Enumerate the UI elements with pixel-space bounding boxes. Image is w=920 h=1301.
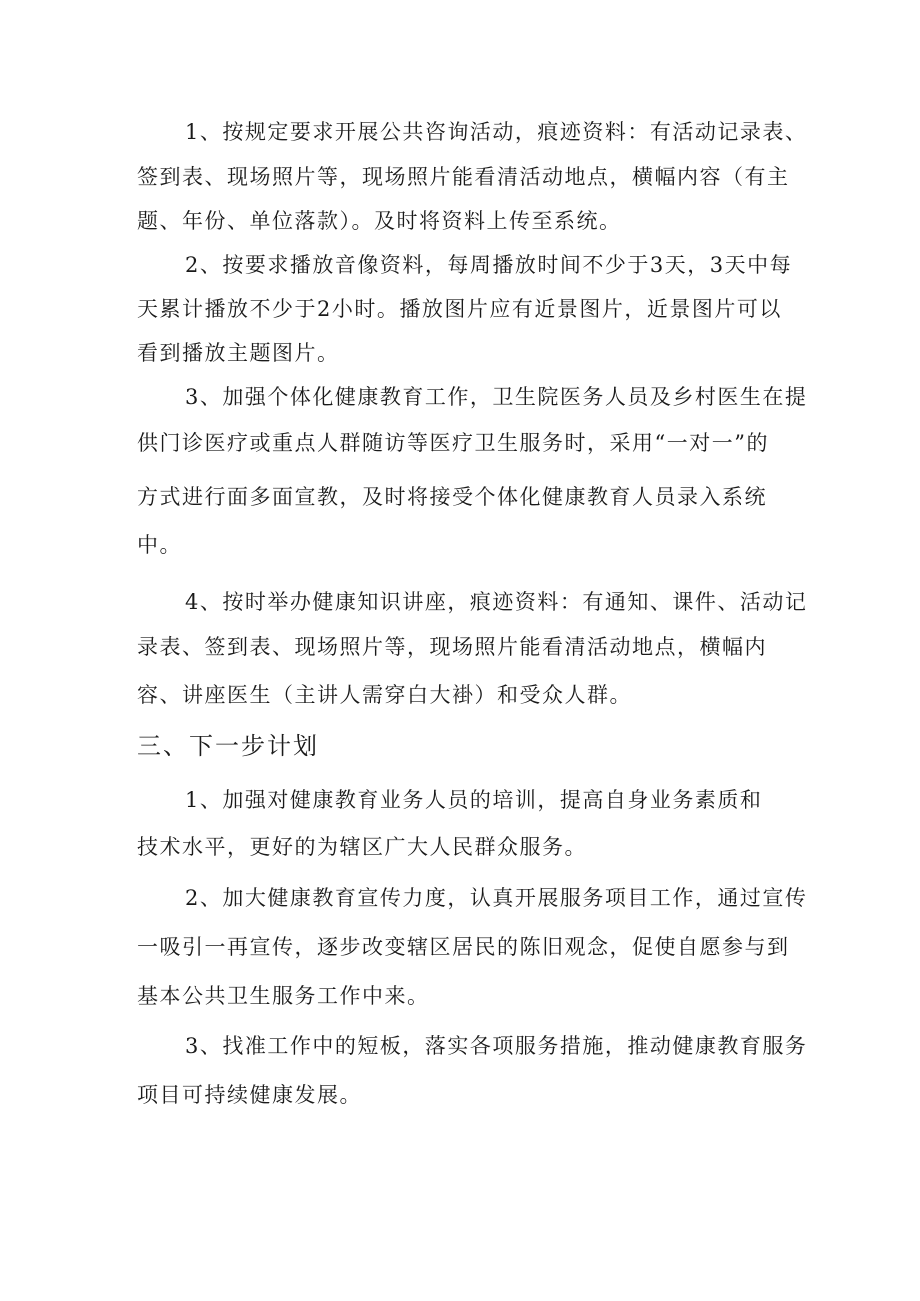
text-line: 中。	[137, 533, 182, 557]
text-line: 天累计播放不少于2小时。播放图片应有近景图片，近景图片可以	[137, 297, 782, 321]
text-line: 3、加强个体化健康教育工作，卫生院医务人员及乡村医生在提	[185, 385, 808, 409]
text-line: 看到播放主题图片。	[137, 341, 340, 365]
text-line: 基本公共卫生服务工作中来。	[137, 984, 430, 1008]
text-line: 4、按时举办健康知识讲座，痕迹资料：有通知、课件、活动记	[185, 590, 808, 614]
section-heading: 三、下一步计划	[137, 732, 319, 760]
text-line: 录表、签到表、现场照片等，现场照片能看清活动地点，横幅内	[137, 635, 767, 659]
text-line: 1、按规定要求开展公共咨询活动，痕迹资料：有活动记录表、	[185, 120, 808, 144]
text-line: 一吸引一再宣传，逐步改变辖区居民的陈旧观念，促使自愿参与到	[137, 935, 790, 959]
text-line: 技术水平，更好的为辖区广大人民群众服务。	[137, 835, 587, 859]
text-line: 签到表、现场照片等，现场照片能看清活动地点，横幅内容（有主	[137, 165, 790, 189]
text-line: 项目可持续健康发展。	[137, 1083, 362, 1107]
text-line: 容、讲座医生（主讲人需穿白大褂）和受众人群。	[137, 683, 632, 707]
text-line: 2、按要求播放音像资料，每周播放时间不少于3天，3天中每	[185, 253, 793, 277]
text-line: 2、加大健康教育宣传力度，认真开展服务项目工作，通过宣传	[185, 886, 808, 910]
text-line: 1、加强对健康教育业务人员的培训，提高自身业务素质和	[185, 788, 763, 812]
text-line: 题、年份、单位落款）。及时将资料上传至系统。	[137, 209, 622, 233]
text-line: 3、找准工作中的短板，落实各项服务措施，推动健康教育服务	[185, 1034, 808, 1058]
text-line: 供门诊医疗或重点人群随访等医疗卫生服务时，采用“一对一”的	[137, 431, 769, 455]
text-line: 方式进行面多面宣教，及时将接受个体化健康教育人员录入系统	[137, 485, 767, 509]
